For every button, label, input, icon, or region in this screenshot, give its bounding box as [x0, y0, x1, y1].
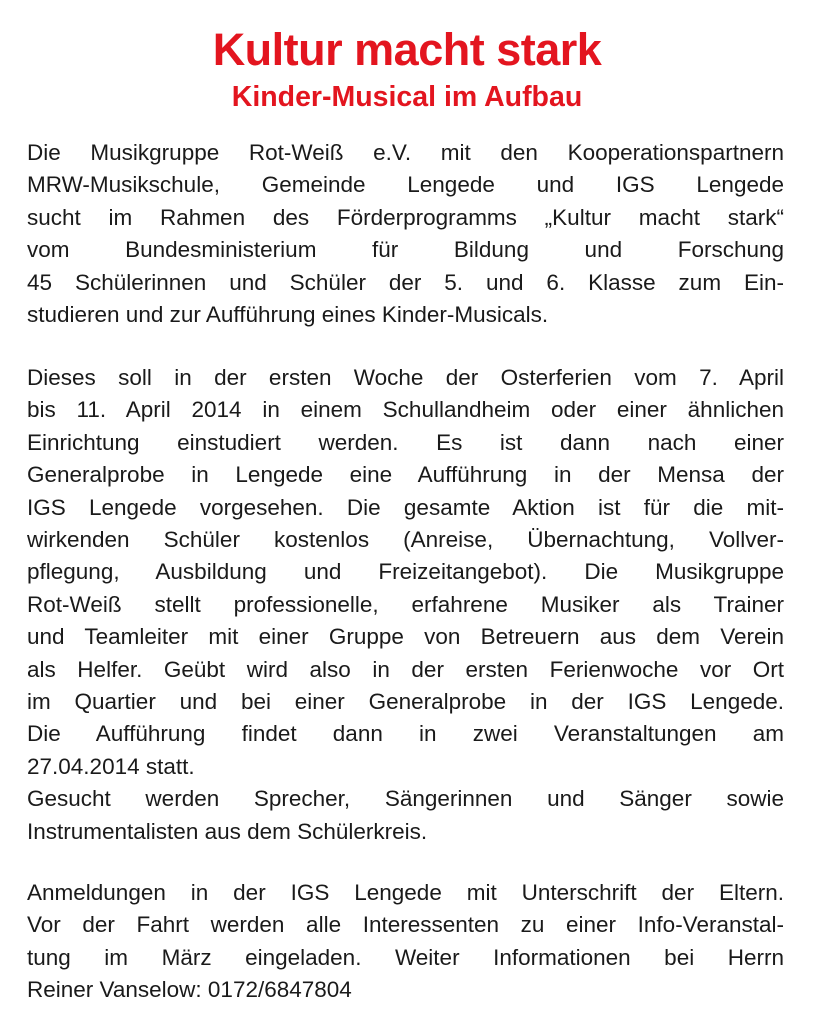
text-line: und Teamleiter mit einer Gruppe von Betreuern aus dem Verein [27, 624, 784, 650]
page-subtitle: Kinder-Musical im Aufbau [231, 81, 583, 113]
text-line: vom Bundesministerium für Bildung und Forschung [27, 237, 784, 263]
text-line: wirkenden Schüler kostenlos (Anreise, Übernachtung, Vollver- [27, 527, 784, 553]
text-line: Vor der Fahrt werden alle Interessenten zu einer Info-Veranstal- [27, 912, 784, 938]
page-title: Kultur macht stark [212, 24, 602, 75]
text-line: Anmeldungen in der IGS Lengede mit Unterschrift der Eltern. [27, 880, 784, 905]
paragraph-details [27, 362, 784, 848]
text-line: tung im März eingeladen. Weiter Informationen bei Herrn [27, 944, 784, 970]
text-line: Gesucht werden Sprecher, Sängerinnen und Sänger sowie [27, 786, 784, 812]
text-line: studieren und zur Aufführung eines Kinder-Musicals. [27, 302, 549, 328]
text-line: Generalprobe in Lengede eine Aufführung in der Mensa der [27, 462, 784, 488]
text-line: Dieses soll in der ersten Woche der Osterferien vom 7. April [27, 365, 784, 390]
text-line: Einrichtung einstudiert werden. Es ist dann nach einer [27, 429, 784, 455]
paragraph-intro [27, 137, 784, 331]
text-line: IGS Lengede vorgesehen. Die gesamte Aktion ist für die mit- [27, 494, 784, 520]
text-line: Die Musikgruppe Rot-Weiß e.V. mit den Kooperationspartnern [27, 140, 784, 165]
text-line: als Helfer. Geübt wird also in der ersten Ferienwoche vor Ort [27, 656, 784, 682]
text-line: 45 Schülerinnen und Schüler der 5. und 6. Klasse zum Ein- [27, 269, 784, 295]
text-line: MRW-Musikschule, Gemeinde Lengede und IGS Lengede [27, 172, 784, 198]
text-line: pflegung, Ausbildung und Freizeitangebot). Die Musikgruppe [27, 559, 784, 585]
text-line: Instrumentalisten aus dem Schülerkreis. [27, 818, 428, 844]
text-line: 27.04.2014 statt. [27, 753, 195, 779]
text-line: Die Aufführung findet dann in zwei Veranstaltungen am [27, 721, 784, 747]
paragraph-registration [27, 877, 784, 1007]
text-line: bis 11. April 2014 in einem Schullandheim oder einer ähnlichen [27, 397, 784, 423]
text-line: sucht im Rahmen des Förderprogramms „Kultur macht stark“ [27, 204, 784, 230]
text-line: Rot-Weiß stellt professionelle, erfahrene Musiker als Trainer [27, 591, 784, 617]
text-line: im Quartier und bei einer Generalprobe in der IGS Lengede. [27, 689, 784, 715]
contact-line: Reiner Vanselow: 0172/6847804 [27, 977, 352, 1003]
